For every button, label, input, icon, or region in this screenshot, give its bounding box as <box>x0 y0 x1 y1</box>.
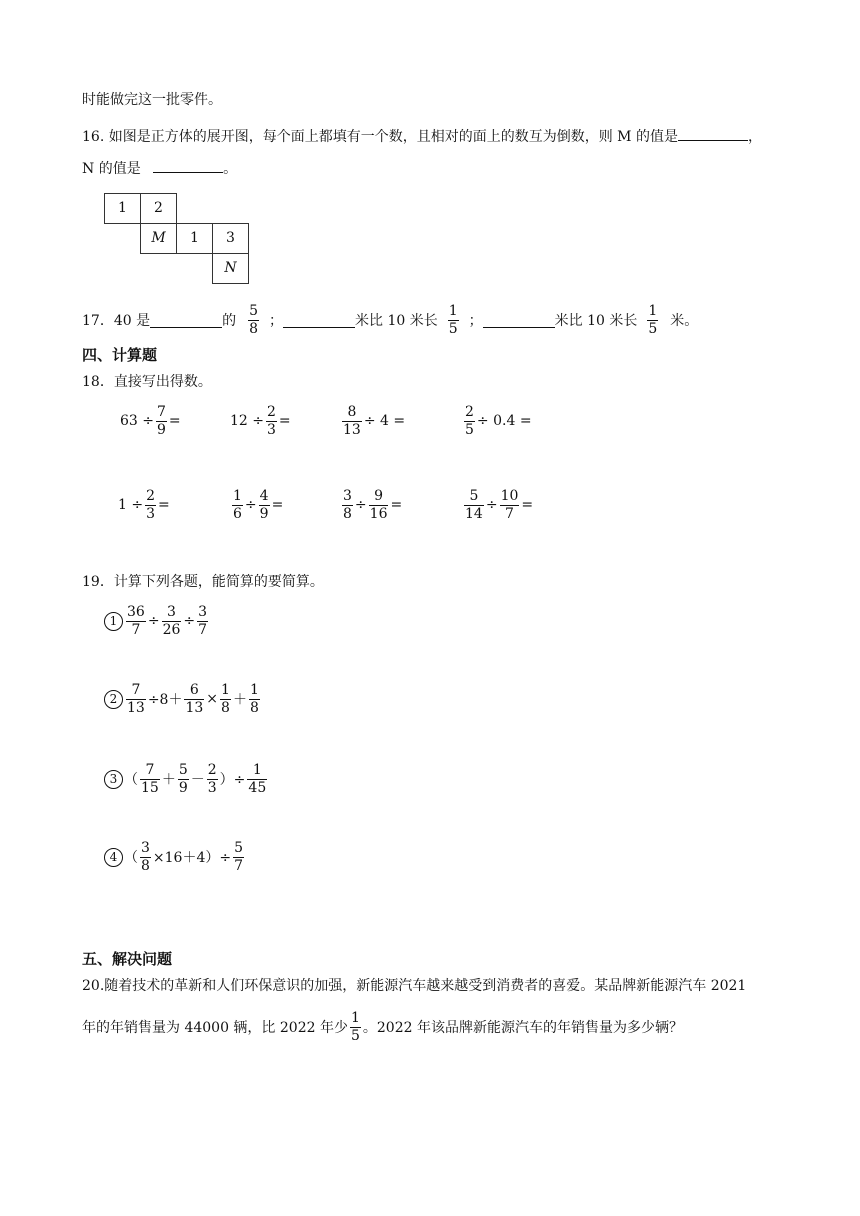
section-heading-problem-solving: 五、解决问题 <box>82 950 173 968</box>
q19-expression-1: 1 $\frac{36}{7}$ ÷ $\frac{3}{26}$ ÷ $\frac{3}{7}$ <box>104 600 210 642</box>
q18-item: $\frac{8}{13}$ ÷ 4 = <box>343 403 406 438</box>
question-20-text: 随着技术的革新和人们环保意识的加强，新能源汽车越来越受到消费者的喜爱。某品牌新能源汽车 2021 <box>104 978 747 994</box>
question-20-text: 年的年销售量为 44000 辆，比 2022 年少 <box>82 1020 348 1036</box>
question-17-text: 的 <box>222 313 237 329</box>
question-18-number: 18． <box>82 374 114 390</box>
q18-item: 12 ÷ $\frac{2}{3}$ = <box>230 403 291 438</box>
question-19-number: 19． <box>82 574 114 590</box>
separator: ； <box>468 313 483 329</box>
question-16-line-1 <box>82 126 762 147</box>
net-cell: 2 <box>140 193 177 224</box>
q19-expression-4: 4 （ $\frac{3}{8}$ ×16＋4）÷ $\frac{5}{7}$ <box>104 836 246 878</box>
section-heading-calculation: 四、计算题 <box>82 346 158 364</box>
question-19-prompt <box>82 572 324 592</box>
q18-item: 63 ÷ $\frac{7}{9}$ = <box>120 403 181 438</box>
question-17 <box>82 300 698 340</box>
question-20-line-2 <box>82 1006 683 1048</box>
answer-blank[interactable] <box>283 313 355 328</box>
q18-item: $\frac{5}{14}$ ÷ $\frac{10}{7}$ = <box>465 487 534 522</box>
question-19-text: 计算下列各题，能简算的要简算。 <box>113 574 324 590</box>
net-cell: 1 <box>104 193 141 224</box>
q18-item: $\frac{1}{6}$ ÷ $\frac{4}{9}$ = <box>233 487 284 522</box>
question-16-text: 如图是正方体的展开图，每个面上都填有一个数，且相对的面上的数互为倒数，则 M 的值是 <box>108 129 678 145</box>
question-20-number: 20. <box>82 978 105 994</box>
question-17-text: 米。 <box>670 313 699 329</box>
answer-blank-m[interactable] <box>678 126 748 141</box>
question-17-number: 17． <box>82 313 114 329</box>
question-20-text: 。2022 年该品牌新能源汽车的年销售量为多少辆？ <box>362 1020 683 1036</box>
separator: ； <box>269 313 284 329</box>
q19-expression-2: 2 $\frac{7}{13}$ ÷8＋ $\frac{6}{13}$ × $\frac{1}{8}$ ＋ $\frac{1}{8}$ <box>104 678 262 720</box>
question-17-text: 米比 10 米长 <box>554 313 638 329</box>
q19-expression-3: 3 （ $\frac{7}{15}$ ＋ $\frac{5}{9}$ － $\frac{2}{3}$ ）÷ $\frac{1}{45}$ <box>104 758 269 800</box>
circled-number: 4 <box>104 848 123 867</box>
fraction: $\frac{1}{5}$ <box>448 302 458 337</box>
q18-item: 1 ÷ $\frac{2}{3}$ = <box>118 487 170 522</box>
answer-blank[interactable] <box>150 313 222 328</box>
question-16-number: 16. <box>82 129 105 145</box>
net-cell: N <box>212 253 249 284</box>
circled-number: 1 <box>104 612 123 631</box>
answer-blank-n[interactable] <box>153 158 223 173</box>
circled-number: 3 <box>104 770 123 789</box>
fraction: $\frac{1}{5}$ <box>648 302 658 337</box>
fraction: $\frac{1}{5}$ <box>350 1009 360 1044</box>
cube-net-figure <box>104 193 249 283</box>
question-18-prompt <box>82 372 212 392</box>
net-cell: M <box>140 223 177 254</box>
net-cell: 3 <box>212 223 249 254</box>
question-18-text: 直接写出得数。 <box>113 374 212 390</box>
answer-blank[interactable] <box>483 313 555 328</box>
question-16-line-2 <box>82 158 237 179</box>
q18-item: $\frac{3}{8}$ ÷ $\frac{9}{16}$ = <box>343 487 403 522</box>
q18-item: $\frac{2}{5}$ ÷ 0.4 = <box>465 403 532 438</box>
fraction: $\frac{5}{8}$ <box>249 302 259 337</box>
question-20-line-1 <box>82 976 746 996</box>
continued-text-line: 时能做完这一批零件。 <box>82 92 222 108</box>
question-16-period: 。 <box>223 161 238 177</box>
question-16-comma: ， <box>747 129 762 145</box>
question-16-n-label: N 的值是 <box>82 161 141 177</box>
circled-number: 2 <box>104 690 123 709</box>
question-17-text: 40 是 <box>113 313 151 329</box>
question-17-text: 米比 10 米长 <box>355 313 438 329</box>
net-cell: 1 <box>176 223 213 254</box>
